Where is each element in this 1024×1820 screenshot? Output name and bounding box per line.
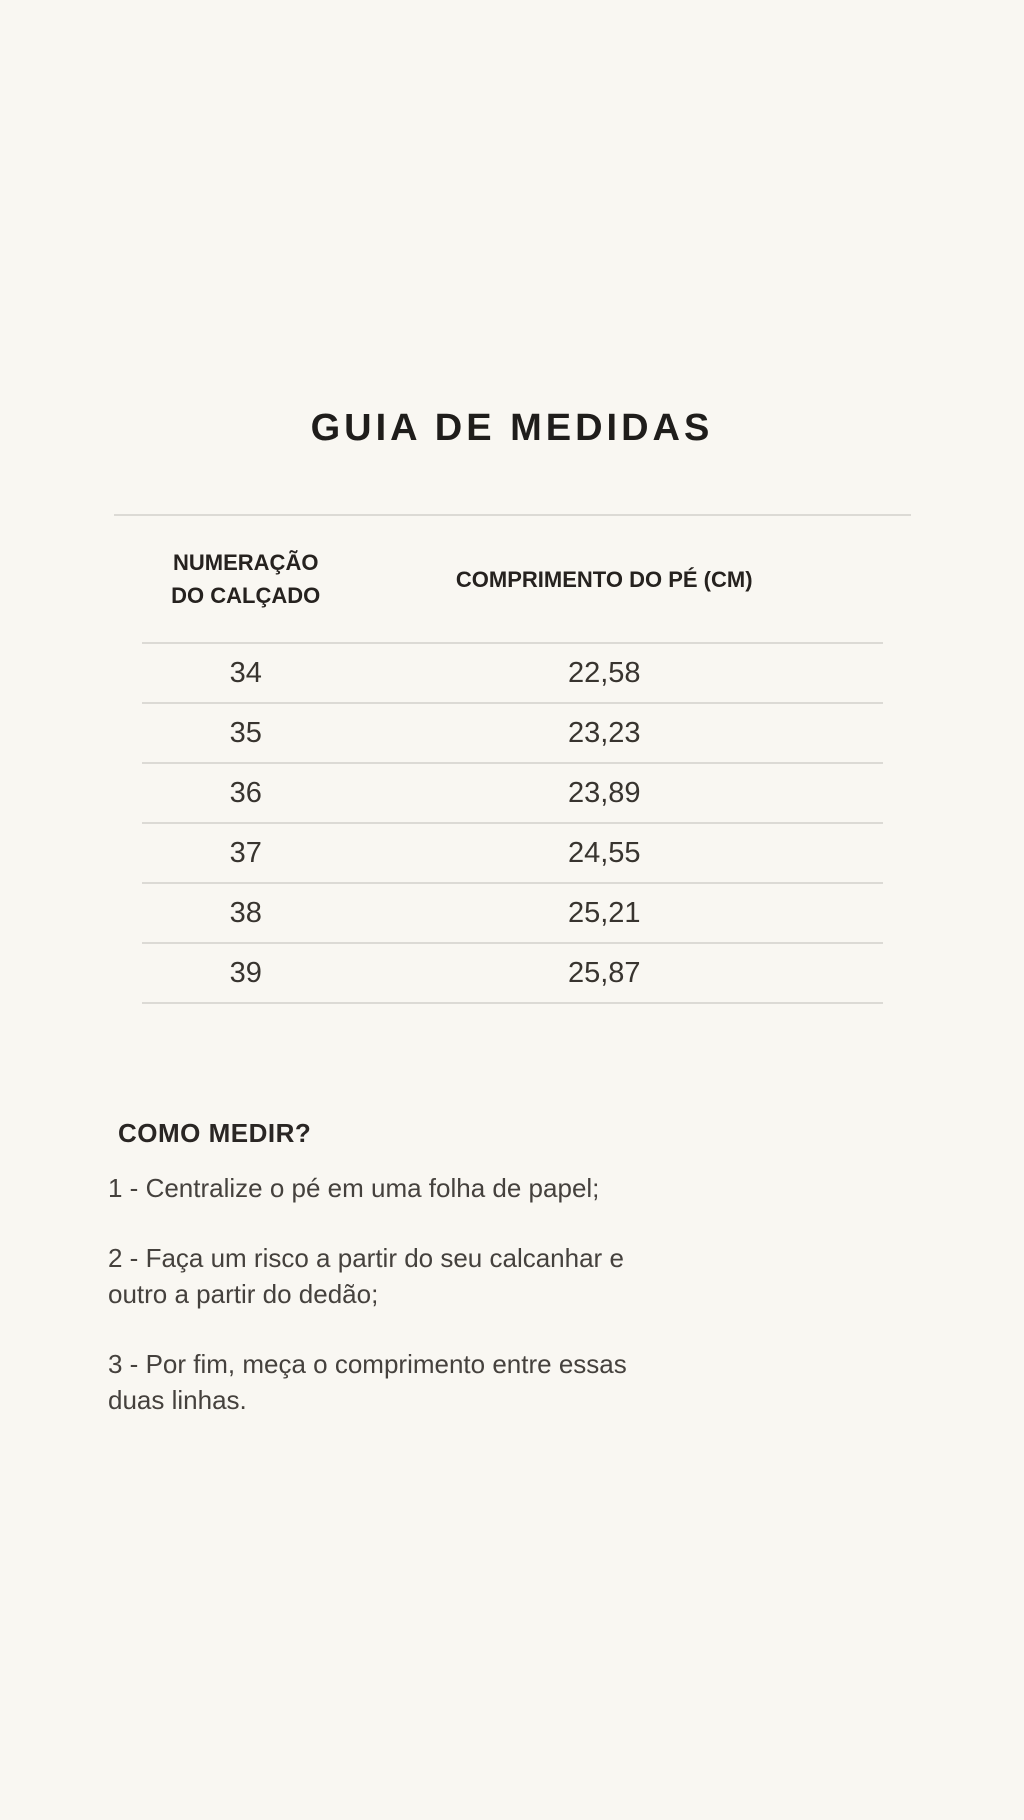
length-cell: 22,58 (567, 656, 641, 689)
instruction-step (108, 1240, 653, 1312)
table-header-row (142, 516, 883, 644)
length-cell: 25,87 (567, 956, 641, 989)
table-row (142, 644, 883, 704)
size-table (142, 516, 883, 1004)
page-title: GUIA DE MEDIDAS (310, 407, 714, 449)
size-cell: 34 (229, 656, 262, 689)
length-cell: 25,21 (567, 896, 641, 929)
instruction-step-line: outro a partir do dedão; (108, 1279, 379, 1309)
how-to-measure-section (108, 1116, 653, 1452)
instruction-step (108, 1346, 653, 1418)
size-cell: 39 (229, 956, 262, 989)
instruction-step-line: 2 - Faça um risco a partir do seu calcanhar e (108, 1243, 624, 1273)
table-row (142, 704, 883, 764)
column-header-length-label: COMPRIMENTO DO PÉ (CM) (455, 566, 753, 592)
length-cell: 23,23 (567, 716, 641, 749)
table-row (142, 764, 883, 824)
instruction-step-line: duas linhas. (108, 1385, 247, 1415)
how-to-heading: COMO MEDIR? (118, 1118, 312, 1148)
column-header-size-label: NUMERAÇÃO DO CALÇADO (171, 550, 321, 608)
instruction-step-line: 3 - Por fim, meça o comprimento entre essas (108, 1349, 627, 1379)
size-cell: 35 (229, 716, 262, 749)
instruction-step-line: 1 - Centralize o pé em uma folha de papel; (108, 1173, 600, 1203)
size-cell: 37 (229, 836, 262, 869)
size-cell: 36 (229, 776, 262, 809)
table-row (142, 824, 883, 884)
length-cell: 24,55 (567, 836, 641, 869)
column-header-size (142, 546, 349, 612)
size-cell: 38 (229, 896, 262, 929)
column-header-length (349, 563, 883, 596)
table-row (142, 884, 883, 944)
table-row (142, 944, 883, 1004)
instruction-step (108, 1170, 653, 1206)
length-cell: 23,89 (567, 776, 641, 809)
